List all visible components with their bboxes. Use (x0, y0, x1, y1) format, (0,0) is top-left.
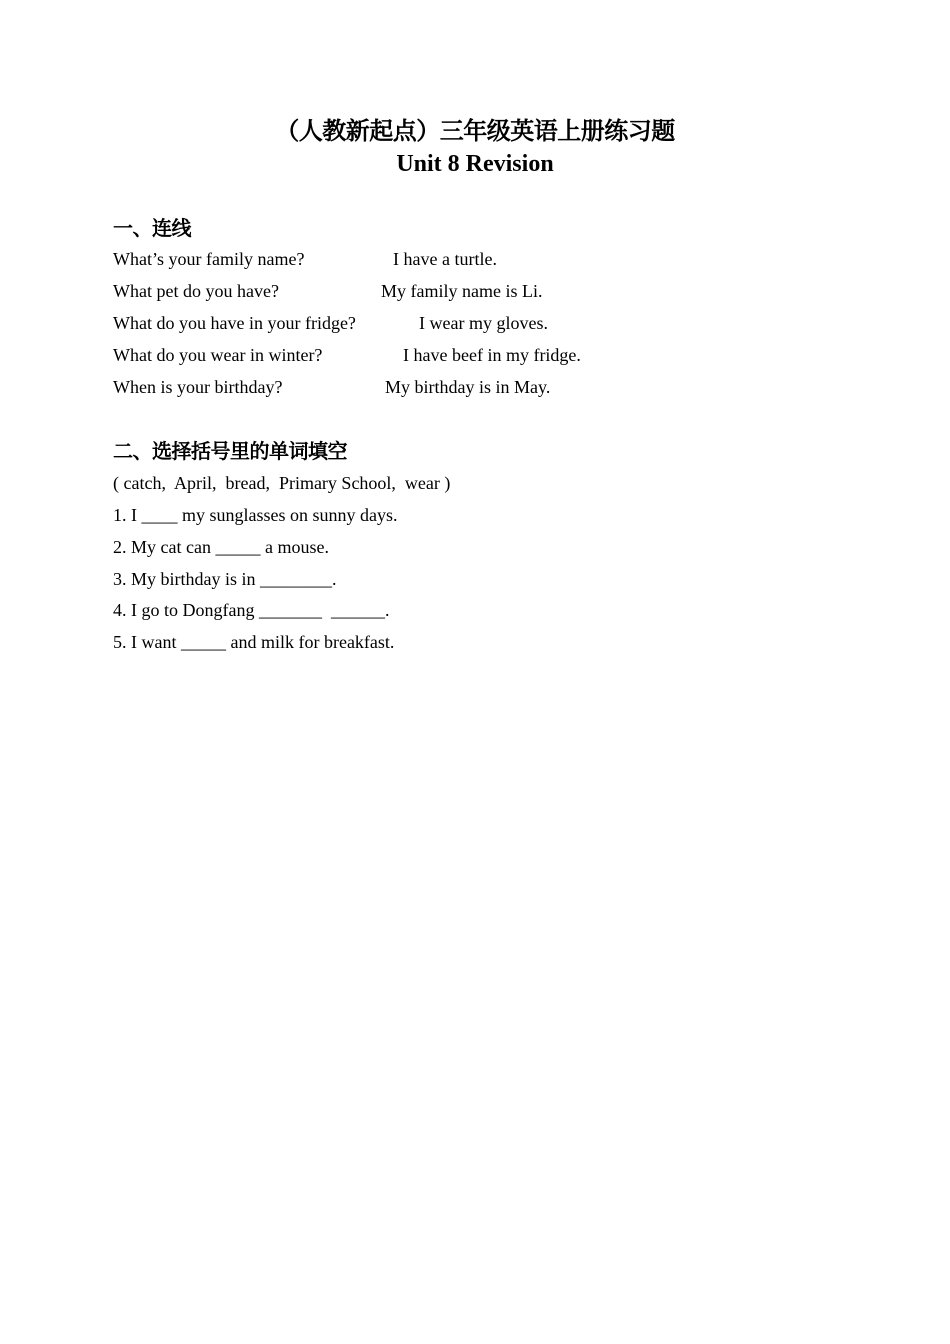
matching-answer-5: My birthday is in May. (385, 377, 551, 397)
document-title-english: Unit 8 Revision (396, 151, 554, 177)
fill-blank-item-1: 1. I ____ my sunglasses on sunny days. (113, 505, 398, 525)
matching-question-5: When is your birthday? (113, 377, 283, 397)
word-bank: ( catch, April, bread, Primary School, wear ) (113, 473, 451, 493)
section-2-heading: 二、选择括号里的单词填空 (113, 439, 347, 463)
matching-question-3: What do you have in your fridge? (113, 313, 356, 333)
document-title-chinese: （人教新起点）三年级英语上册练习题 (275, 117, 675, 145)
matching-answer-3: I wear my gloves. (419, 313, 548, 333)
matching-question-1: What’s your family name? (113, 249, 305, 269)
fill-blank-item-4: 4. I go to Dongfang _______ ______. (113, 600, 390, 620)
matching-answer-1: I have a turtle. (393, 249, 497, 269)
fill-blank-item-5: 5. I want _____ and milk for breakfast. (113, 632, 395, 652)
matching-answer-4: I have beef in my fridge. (403, 345, 581, 365)
matching-question-4: What do you wear in winter? (113, 345, 323, 365)
matching-question-2: What pet do you have? (113, 281, 279, 301)
fill-blank-item-2: 2. My cat can _____ a mouse. (113, 537, 329, 557)
fill-blank-item-3: 3. My birthday is in ________. (113, 569, 337, 589)
section-1-heading: 一、连线 (113, 216, 191, 240)
matching-answer-2: My family name is Li. (381, 281, 543, 301)
